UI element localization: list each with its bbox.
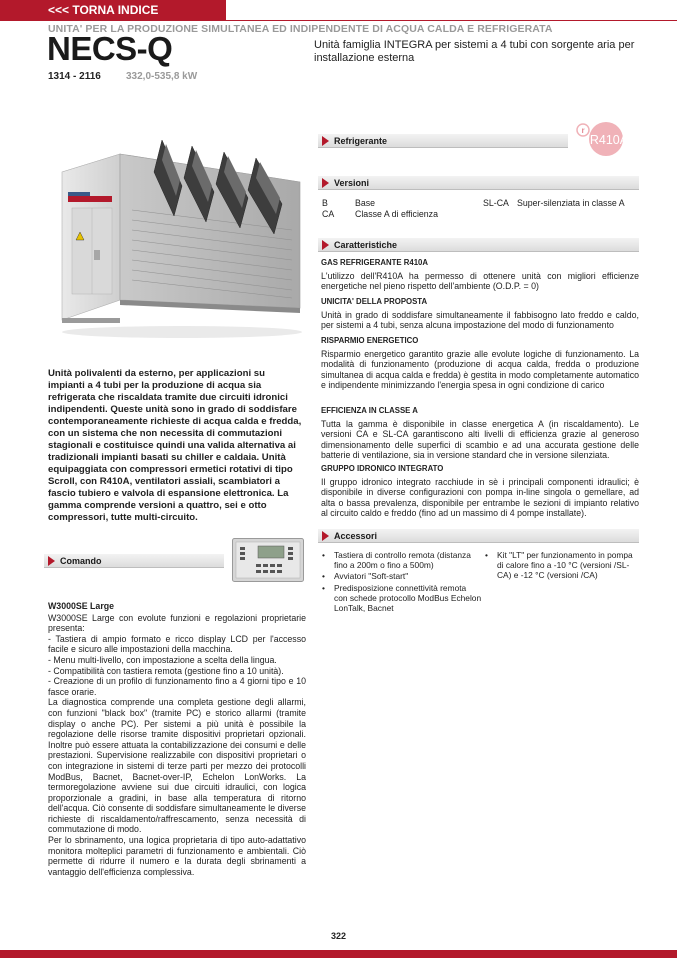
- feature-heading: GRUPPO IDRONICO INTEGRATO: [321, 464, 444, 473]
- section-title: Accessori: [334, 531, 378, 541]
- power-range: 332,0-535,8 kW: [126, 71, 198, 82]
- control-paragraph: - Creazione di un profilo di funzionamento fino a 4 giorni tipo e 10 fasce orarie.: [48, 676, 306, 697]
- control-paragraph: - Menu multi-livello, con impostazione a scelta della lingua.: [48, 654, 277, 665]
- control-heading: W3000SE Large: [48, 601, 115, 611]
- feature-text: Risparmio energetico garantito grazie alle evolute logiche di funzionamento. La modalità di funzionamento (produzione di acqua calda, fredda o produzione simultanea di acqua calda e fredda) è gestita in modo completamente automatico e indipendente minimizzando l'energia spesa in ogni condizione di carico: [321, 348, 639, 390]
- product-category-subtitle: UNITA' PER LA PRODUZIONE SIMULTANEA ED INDIPENDENTE DI ACQUA CALDA E REFRIGERATA: [48, 23, 553, 35]
- page-title: NECS-Q: [47, 30, 173, 67]
- feature-heading: RISPARMIO ENERGETICO: [321, 336, 419, 345]
- page-number: 322: [330, 931, 347, 941]
- accessory-item: • Avviatori "Soft-start": [322, 571, 482, 581]
- back-to-index-link[interactable]: <<< TORNA INDICE: [0, 0, 226, 20]
- section-marker-icon: [322, 136, 329, 146]
- control-paragraph: Per lo sbrinamento, una logica proprietaria di tipo auto-adattativo monitora molteplici parametri di funzionamento e ambientali. Ciò permette di ridurre il numero e la durata degli sbrinamenti a vantaggio dell'efficienza complessiva.: [48, 835, 306, 877]
- section-marker-icon: [322, 531, 329, 541]
- section-header-comando: [44, 554, 224, 568]
- intro-paragraph: Unità polivalenti da esterno, per applicazioni su impianti a 4 tubi per la produzione di acqua sia refrigerata che riscaldata tramite due circuiti idronici indipendenti. Queste unità sono in grado di soddisfare contemporaneamente richieste di acqua calda e fredda, con un sistema che non necessita di commutazioni stagionali e costituisce quindi una valida alternativa ai tradizionali impianti basati su chiller e caldaia. Unità equipaggiata con compressori ermetici rotativi di tipo Scroll, con R410A, ventilatori assiali, scambiatori a fascio tubiero e valvola di espansione elettronica. La gamma comprende versioni a quattro, sei e otto compressori, tutte multi-circuito.: [48, 368, 302, 523]
- feature-block: [321, 297, 639, 331]
- section-title: Caratteristiche: [334, 240, 398, 250]
- feature-heading: GAS REFRIGERANTE R410A: [321, 258, 429, 267]
- control-paragraph: La diagnostica comprende una completa gestione degli allarmi, con funzioni "black box" (tramite PC) e storico allarmi (tramite display o anche PC). Per sistemi a più unità è possibile la regolazione delle risorse tramite dispositivi proprietari opzionali. Inoltre può essere attuata la contabilizzazione dei consumi e delle prestazioni. Supervisione realizzabile con dispositivi proprietari o con integrazione in sistemi di terze parti per mezzo dei protocolli ModBus, Bacnet, Bacnet-over-IP, Echelon LonWorks. La termoregolazione avviene sui due circuiti idraulici, con logica proporzionale a gradini, in base alla temperatura di ritorno dell'acqua. Ciò consente di soddisfare simultaneamente le diverse richieste di riscaldamento/raffrescamento, senza necessità di commutazione di modo.: [48, 697, 306, 835]
- section-title: Comando: [60, 556, 102, 566]
- accessory-item: • Tastiera di controllo remota (distanza fino a 200m o fino a 500m): [322, 550, 482, 570]
- accessory-item: • Predisposizione connettività remota con schede protocollo ModBus Echelon LonTalk, Bacnet: [322, 583, 482, 614]
- accessory-item: • Kit "LT" per funzionamento in pompa di calore fino a -10 °C (versioni /SL-CA) e -12 °C (versioni /CA): [485, 550, 641, 581]
- section-marker-icon: [48, 556, 55, 566]
- product-description: Unità famiglia INTEGRA per sistemi a 4 tubi con sorgente aria per installazione esterna: [314, 39, 635, 64]
- footer-bar: [0, 950, 677, 958]
- version-code: B: [322, 198, 328, 208]
- section-header-caratteristiche: [318, 238, 639, 252]
- control-paragraph: - Tastiera di ampio formato e ricco display LCD per l'accesso facile e sicuro alle impostazioni della macchina.: [48, 633, 306, 655]
- version-code: SL-CA: [483, 198, 509, 208]
- section-title: Versioni: [334, 178, 370, 188]
- r410a-badge-icon: [576, 121, 636, 157]
- feature-heading: EFFICIENZA IN CLASSE A: [321, 406, 418, 415]
- section-title: Refrigerante: [334, 136, 388, 146]
- version-name: Base: [355, 198, 376, 208]
- feature-block: [321, 336, 639, 391]
- section-marker-icon: [322, 178, 329, 188]
- model-range: 1314 - 2116: [48, 71, 101, 82]
- accessories-column-1: [322, 550, 482, 614]
- feature-block: [321, 464, 639, 519]
- product-image: [42, 100, 312, 360]
- control-description: [48, 601, 306, 877]
- feature-block: [321, 406, 639, 461]
- feature-text: Unità in grado di soddisfare simultaneamente il fabbisogno lato freddo e caldo, per sistemi a 4 tubi, senza alcuna impostazione del modo di funzionamento: [321, 309, 639, 330]
- r410a-badge-letter: r: [581, 126, 585, 135]
- feature-heading: UNICITA' DELLA PROPOSTA: [321, 297, 428, 306]
- section-header-versioni: [318, 176, 639, 190]
- section-marker-icon: [322, 240, 329, 250]
- version-code: CA: [322, 208, 335, 219]
- header-rule: [0, 20, 677, 21]
- version-name: Classe A di efficienza: [355, 208, 438, 219]
- feature-text: L'utilizzo dell'R410A ha permesso di ottenere unità con migliori efficienze energetiche nel pieno rispetto dell'ambiente (O.D.P. = 0): [321, 270, 639, 291]
- section-header-accessori: [318, 529, 639, 543]
- section-header-refrigerante: [318, 134, 568, 148]
- accessories-column-2: [485, 550, 641, 582]
- control-paragraph: W3000SE Large con evolute funzioni e regolazioni proprietarie presenta:: [48, 612, 306, 634]
- control-paragraph: - Compatibilità con tastiera remota (gestione fino a 10 unità).: [48, 665, 284, 676]
- version-name: Super-silenziata in classe A: [517, 198, 625, 208]
- feature-text: Il gruppo idronico integrato racchiude in sè i principali componenti idraulici; è disponibile in diverse configurazioni con pompa in-line singola o gemellare, ad alta o bassa prevalenza, disponibile per entrambe le sezioni di impianto relativo al circuito caldo e freddo (fino ad un massimo di 4 pompe installate).: [321, 476, 639, 518]
- feature-block: [321, 258, 639, 292]
- controller-keypad-image: [232, 538, 304, 582]
- feature-text: Tutta la gamma è disponibile in classe energetica A (in riscaldamento). Le versioni CA e SL-CA garantiscono alti livelli di efficienza grazie al generoso dimensionamento delle superfici di scambio e ad una accurata gestione delle batterie di ventilazione, sia in versione standard che in versione silenziata.: [321, 418, 639, 460]
- r410a-badge-text: R410A: [589, 133, 629, 147]
